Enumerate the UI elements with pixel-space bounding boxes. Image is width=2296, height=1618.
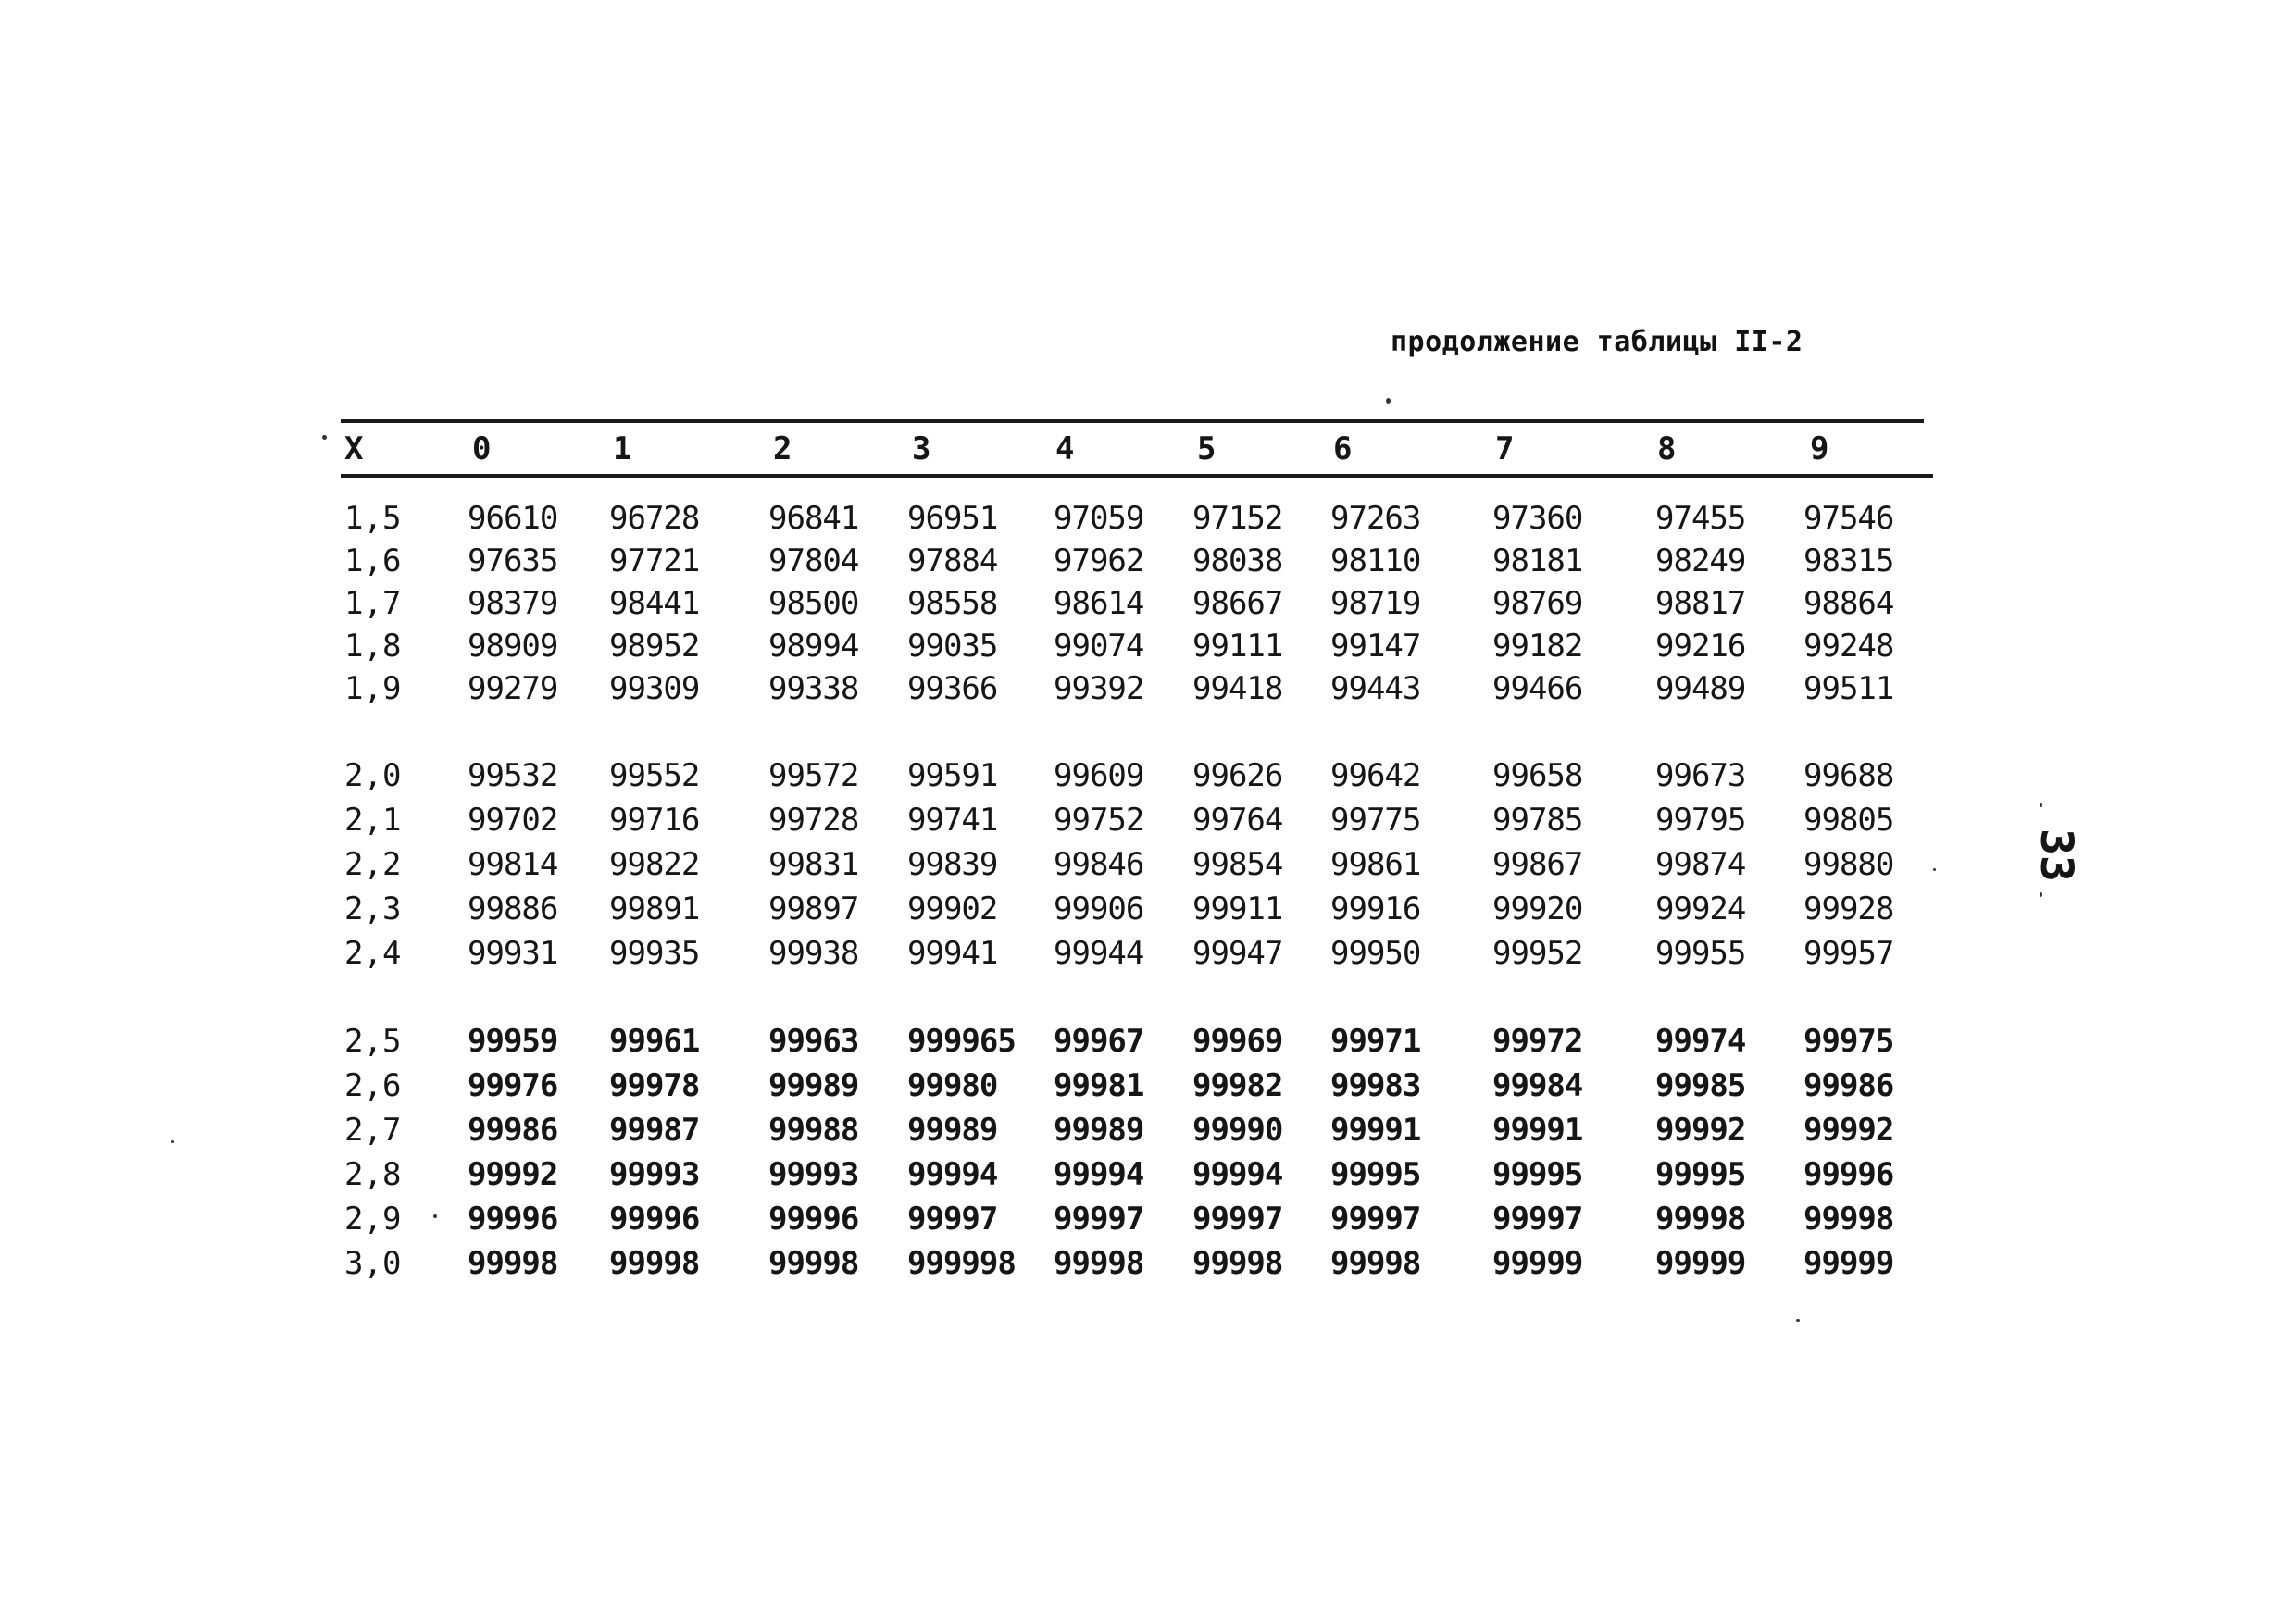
table-cell: 99952 <box>1492 935 1583 972</box>
table-cell: 99938 <box>768 935 859 972</box>
row-x-value: 1,8 <box>344 628 402 665</box>
table-cell: 99931 <box>468 935 558 972</box>
table-cell: 97804 <box>768 542 859 579</box>
table-cell: 98500 <box>768 585 859 622</box>
table-cell: 99999 <box>1492 1245 1583 1282</box>
table-header-row <box>0 421 2296 472</box>
table-cell: 99338 <box>768 670 859 707</box>
page-number: 33 <box>2029 828 2082 882</box>
table-cell: 99831 <box>768 846 859 883</box>
table-cell: 99147 <box>1330 628 1421 665</box>
table-cell: 99985 <box>1655 1067 1746 1104</box>
table-cell: 99989 <box>768 1067 859 1104</box>
table-cell: 99999 <box>1655 1245 1746 1282</box>
column-header-1: 1 <box>613 430 632 467</box>
table-cell: 99795 <box>1655 802 1746 839</box>
table-row <box>0 802 2296 842</box>
row-x-value: 2,1 <box>344 802 402 839</box>
table-cell: 99626 <box>1192 757 1283 794</box>
table-cell: 99976 <box>468 1067 558 1104</box>
table-cell: 99074 <box>1054 628 1144 665</box>
column-header-8: 8 <box>1657 430 1677 467</box>
table-cell: 99994 <box>907 1156 998 1193</box>
table-cell: 98249 <box>1655 542 1746 579</box>
table-cell: 99955 <box>1655 935 1746 972</box>
row-x-value: 2,0 <box>344 757 402 794</box>
table-cell: 99366 <box>907 670 998 707</box>
table-cell: 97635 <box>468 542 558 579</box>
table-cell: 99993 <box>768 1156 859 1193</box>
table-cell: 98110 <box>1330 542 1421 579</box>
table-cell: 99688 <box>1803 757 1894 794</box>
table-cell: 99216 <box>1655 628 1746 665</box>
table-cell: 98994 <box>768 628 859 665</box>
table-cell: 99957 <box>1803 935 1894 972</box>
table-row <box>0 757 2296 798</box>
table-row <box>0 1023 2296 1064</box>
column-header-4: 4 <box>1055 430 1075 467</box>
table-cell: 99609 <box>1054 757 1144 794</box>
row-x-value: 2,8 <box>344 1156 402 1193</box>
table-cell: 99532 <box>468 757 558 794</box>
column-header-5: 5 <box>1197 430 1217 467</box>
table-cell: 99658 <box>1492 757 1583 794</box>
table-cell: 99971 <box>1330 1023 1421 1060</box>
table-cell: 99998 <box>1655 1201 1746 1238</box>
table-cell: 99996 <box>1803 1156 1894 1193</box>
table-cell: 99994 <box>1054 1156 1144 1193</box>
table-cell: 99941 <box>907 935 998 972</box>
table-cell: 98038 <box>1192 542 1283 579</box>
table-cell: 99846 <box>1054 846 1144 883</box>
scan-speck <box>2040 803 2042 807</box>
table-cell: 99995 <box>1330 1156 1421 1193</box>
column-header-x: X <box>344 430 364 467</box>
table-cell: 97059 <box>1054 500 1144 537</box>
table-cell: 999965 <box>907 1023 1016 1060</box>
table-cell: 97884 <box>907 542 998 579</box>
table-cell: 99861 <box>1330 846 1421 883</box>
table-cell: 99991 <box>1492 1112 1583 1149</box>
table-row <box>0 628 2296 668</box>
table-row <box>0 1112 2296 1152</box>
table-cell: 99996 <box>768 1201 859 1238</box>
table-cell: 99997 <box>907 1201 998 1238</box>
table-cell: 99392 <box>1054 670 1144 707</box>
table-cell: 98558 <box>907 585 998 622</box>
table-cell: 99998 <box>468 1245 558 1282</box>
table-row <box>0 1201 2296 1241</box>
table-cell: 99988 <box>768 1112 859 1149</box>
table-cell: 99969 <box>1192 1023 1283 1060</box>
table-cell: 98719 <box>1330 585 1421 622</box>
table-cell: 98379 <box>468 585 558 622</box>
table-cell: 99974 <box>1655 1023 1746 1060</box>
column-header-0: 0 <box>472 430 492 467</box>
table-cell: 99980 <box>907 1067 998 1104</box>
table-cell: 99972 <box>1492 1023 1583 1060</box>
table-cell: 999998 <box>907 1245 1016 1282</box>
table-cell: 99741 <box>907 802 998 839</box>
table-cell: 99992 <box>468 1156 558 1193</box>
column-header-9: 9 <box>1810 430 1829 467</box>
table-cell: 97360 <box>1492 500 1583 537</box>
table-cell: 98667 <box>1192 585 1283 622</box>
row-x-value: 2,4 <box>344 935 402 972</box>
table-cell: 99984 <box>1492 1067 1583 1104</box>
table-cell: 99997 <box>1192 1201 1283 1238</box>
table-cell: 99764 <box>1192 802 1283 839</box>
table-cell: 97721 <box>609 542 700 579</box>
row-x-value: 1,6 <box>344 542 402 579</box>
table-cell: 96610 <box>468 500 558 537</box>
row-x-value: 2,9 <box>344 1201 402 1238</box>
row-x-value: 1,7 <box>344 585 402 622</box>
table-cell: 99572 <box>768 757 859 794</box>
table-caption: продолжение таблицы II-2 <box>1391 326 1803 358</box>
table-cell: 99967 <box>1054 1023 1144 1060</box>
table-cell: 99854 <box>1192 846 1283 883</box>
table-row <box>0 890 2296 931</box>
table-cell: 99998 <box>768 1245 859 1282</box>
table-cell: 99880 <box>1803 846 1894 883</box>
table-cell: 99248 <box>1803 628 1894 665</box>
table-cell: 99552 <box>609 757 700 794</box>
table-cell: 99785 <box>1492 802 1583 839</box>
table-cell: 99991 <box>1330 1112 1421 1149</box>
table-row <box>0 500 2296 541</box>
table-row <box>0 1067 2296 1108</box>
table-cell: 99466 <box>1492 670 1583 707</box>
table-cell: 99920 <box>1492 890 1583 927</box>
table-cell: 99986 <box>468 1112 558 1149</box>
table-cell: 99950 <box>1330 935 1421 972</box>
table-cell: 99839 <box>907 846 998 883</box>
table-cell: 99673 <box>1655 757 1746 794</box>
scan-speck <box>1386 398 1391 404</box>
table-cell: 98614 <box>1054 585 1144 622</box>
table-cell: 99997 <box>1492 1201 1583 1238</box>
table-cell: 99996 <box>609 1201 700 1238</box>
column-header-7: 7 <box>1495 430 1515 467</box>
row-x-value: 2,6 <box>344 1067 402 1104</box>
table-cell: 99993 <box>609 1156 700 1193</box>
table-cell: 99775 <box>1330 802 1421 839</box>
table-cell: 99309 <box>609 670 700 707</box>
table-cell: 99443 <box>1330 670 1421 707</box>
table-cell: 99279 <box>468 670 558 707</box>
table-cell: 99752 <box>1054 802 1144 839</box>
scan-speck <box>1933 868 1936 871</box>
table-cell: 99418 <box>1192 670 1283 707</box>
scan-speck <box>1796 1319 1800 1322</box>
table-cell: 98315 <box>1803 542 1894 579</box>
table-cell: 99992 <box>1655 1112 1746 1149</box>
table-cell: 97263 <box>1330 500 1421 537</box>
table-cell: 96728 <box>609 500 700 537</box>
table-cell: 99728 <box>768 802 859 839</box>
row-x-value: 1,9 <box>344 670 402 707</box>
table-cell: 99978 <box>609 1067 700 1104</box>
row-x-value: 2,7 <box>344 1112 402 1149</box>
table-cell: 98952 <box>609 628 700 665</box>
row-x-value: 3,0 <box>344 1245 402 1282</box>
table-cell: 99997 <box>1330 1201 1421 1238</box>
table-cell: 98441 <box>609 585 700 622</box>
table-cell: 99511 <box>1803 670 1894 707</box>
table-cell: 99995 <box>1655 1156 1746 1193</box>
table-row <box>0 846 2296 887</box>
table-cell: 99489 <box>1655 670 1746 707</box>
table-cell: 99906 <box>1054 890 1144 927</box>
table-cell: 98864 <box>1803 585 1894 622</box>
table-cell: 99944 <box>1054 935 1144 972</box>
table-cell: 99805 <box>1803 802 1894 839</box>
table-cell: 99911 <box>1192 890 1283 927</box>
table-cell: 99928 <box>1803 890 1894 927</box>
table-header-rule <box>341 474 1933 478</box>
scan-speck <box>171 1140 174 1143</box>
table-row <box>0 935 2296 976</box>
table-cell: 99998 <box>1330 1245 1421 1282</box>
table-row <box>0 542 2296 583</box>
table-cell: 99867 <box>1492 846 1583 883</box>
table-cell: 99998 <box>1803 1201 1894 1238</box>
table-cell: 99998 <box>1054 1245 1144 1282</box>
table-cell: 99916 <box>1330 890 1421 927</box>
table-cell: 99716 <box>609 802 700 839</box>
table-cell: 99822 <box>609 846 700 883</box>
table-cell: 98769 <box>1492 585 1583 622</box>
row-x-value: 2,3 <box>344 890 402 927</box>
table-cell: 99182 <box>1492 628 1583 665</box>
table-cell: 99947 <box>1192 935 1283 972</box>
row-x-value: 2,2 <box>344 846 402 883</box>
table-cell: 99897 <box>768 890 859 927</box>
table-cell: 99994 <box>1192 1156 1283 1193</box>
table-cell: 99989 <box>1054 1112 1144 1149</box>
table-cell: 96951 <box>907 500 998 537</box>
table-cell: 99963 <box>768 1023 859 1060</box>
table-cell: 99997 <box>1054 1201 1144 1238</box>
column-header-2: 2 <box>773 430 792 467</box>
table-cell: 99989 <box>907 1112 998 1149</box>
table-cell: 99982 <box>1192 1067 1283 1104</box>
table-cell: 99981 <box>1054 1067 1144 1104</box>
row-x-value: 2,5 <box>344 1023 402 1060</box>
table-cell: 99035 <box>907 628 998 665</box>
table-cell: 99998 <box>609 1245 700 1282</box>
table-cell: 99924 <box>1655 890 1746 927</box>
table-cell: 98181 <box>1492 542 1583 579</box>
table-cell: 99874 <box>1655 846 1746 883</box>
table-cell: 96841 <box>768 500 859 537</box>
table-cell: 99902 <box>907 890 998 927</box>
table-cell: 99702 <box>468 802 558 839</box>
table-cell: 99891 <box>609 890 700 927</box>
table-cell: 99987 <box>609 1112 700 1149</box>
column-header-3: 3 <box>912 430 931 467</box>
table-cell: 99999 <box>1803 1245 1894 1282</box>
table-cell: 99996 <box>468 1201 558 1238</box>
table-row <box>0 585 2296 626</box>
row-x-value: 1,5 <box>344 500 402 537</box>
table-cell: 97455 <box>1655 500 1746 537</box>
table-cell: 99814 <box>468 846 558 883</box>
scan-speck <box>433 1214 437 1218</box>
table-cell: 99935 <box>609 935 700 972</box>
table-cell: 98909 <box>468 628 558 665</box>
scan-speck <box>322 435 327 440</box>
table-cell: 97152 <box>1192 500 1283 537</box>
table-cell: 98817 <box>1655 585 1746 622</box>
table-cell: 99998 <box>1192 1245 1283 1282</box>
table-row <box>0 1156 2296 1197</box>
table-cell: 99961 <box>609 1023 700 1060</box>
table-cell: 99986 <box>1803 1067 1894 1104</box>
table-cell: 99983 <box>1330 1067 1421 1104</box>
table-cell: 99591 <box>907 757 998 794</box>
table-cell: 99642 <box>1330 757 1421 794</box>
table-cell: 99975 <box>1803 1023 1894 1060</box>
table-cell: 99992 <box>1803 1112 1894 1149</box>
table-cell: 99886 <box>468 890 558 927</box>
table-row <box>0 670 2296 711</box>
table-cell: 97546 <box>1803 500 1894 537</box>
table-row <box>0 1245 2296 1286</box>
table-cell: 99959 <box>468 1023 558 1060</box>
table-cell: 99995 <box>1492 1156 1583 1193</box>
column-header-6: 6 <box>1333 430 1353 467</box>
scan-speck <box>2040 892 2042 897</box>
table-cell: 99111 <box>1192 628 1283 665</box>
table-cell: 97962 <box>1054 542 1144 579</box>
table-cell: 99990 <box>1192 1112 1283 1149</box>
